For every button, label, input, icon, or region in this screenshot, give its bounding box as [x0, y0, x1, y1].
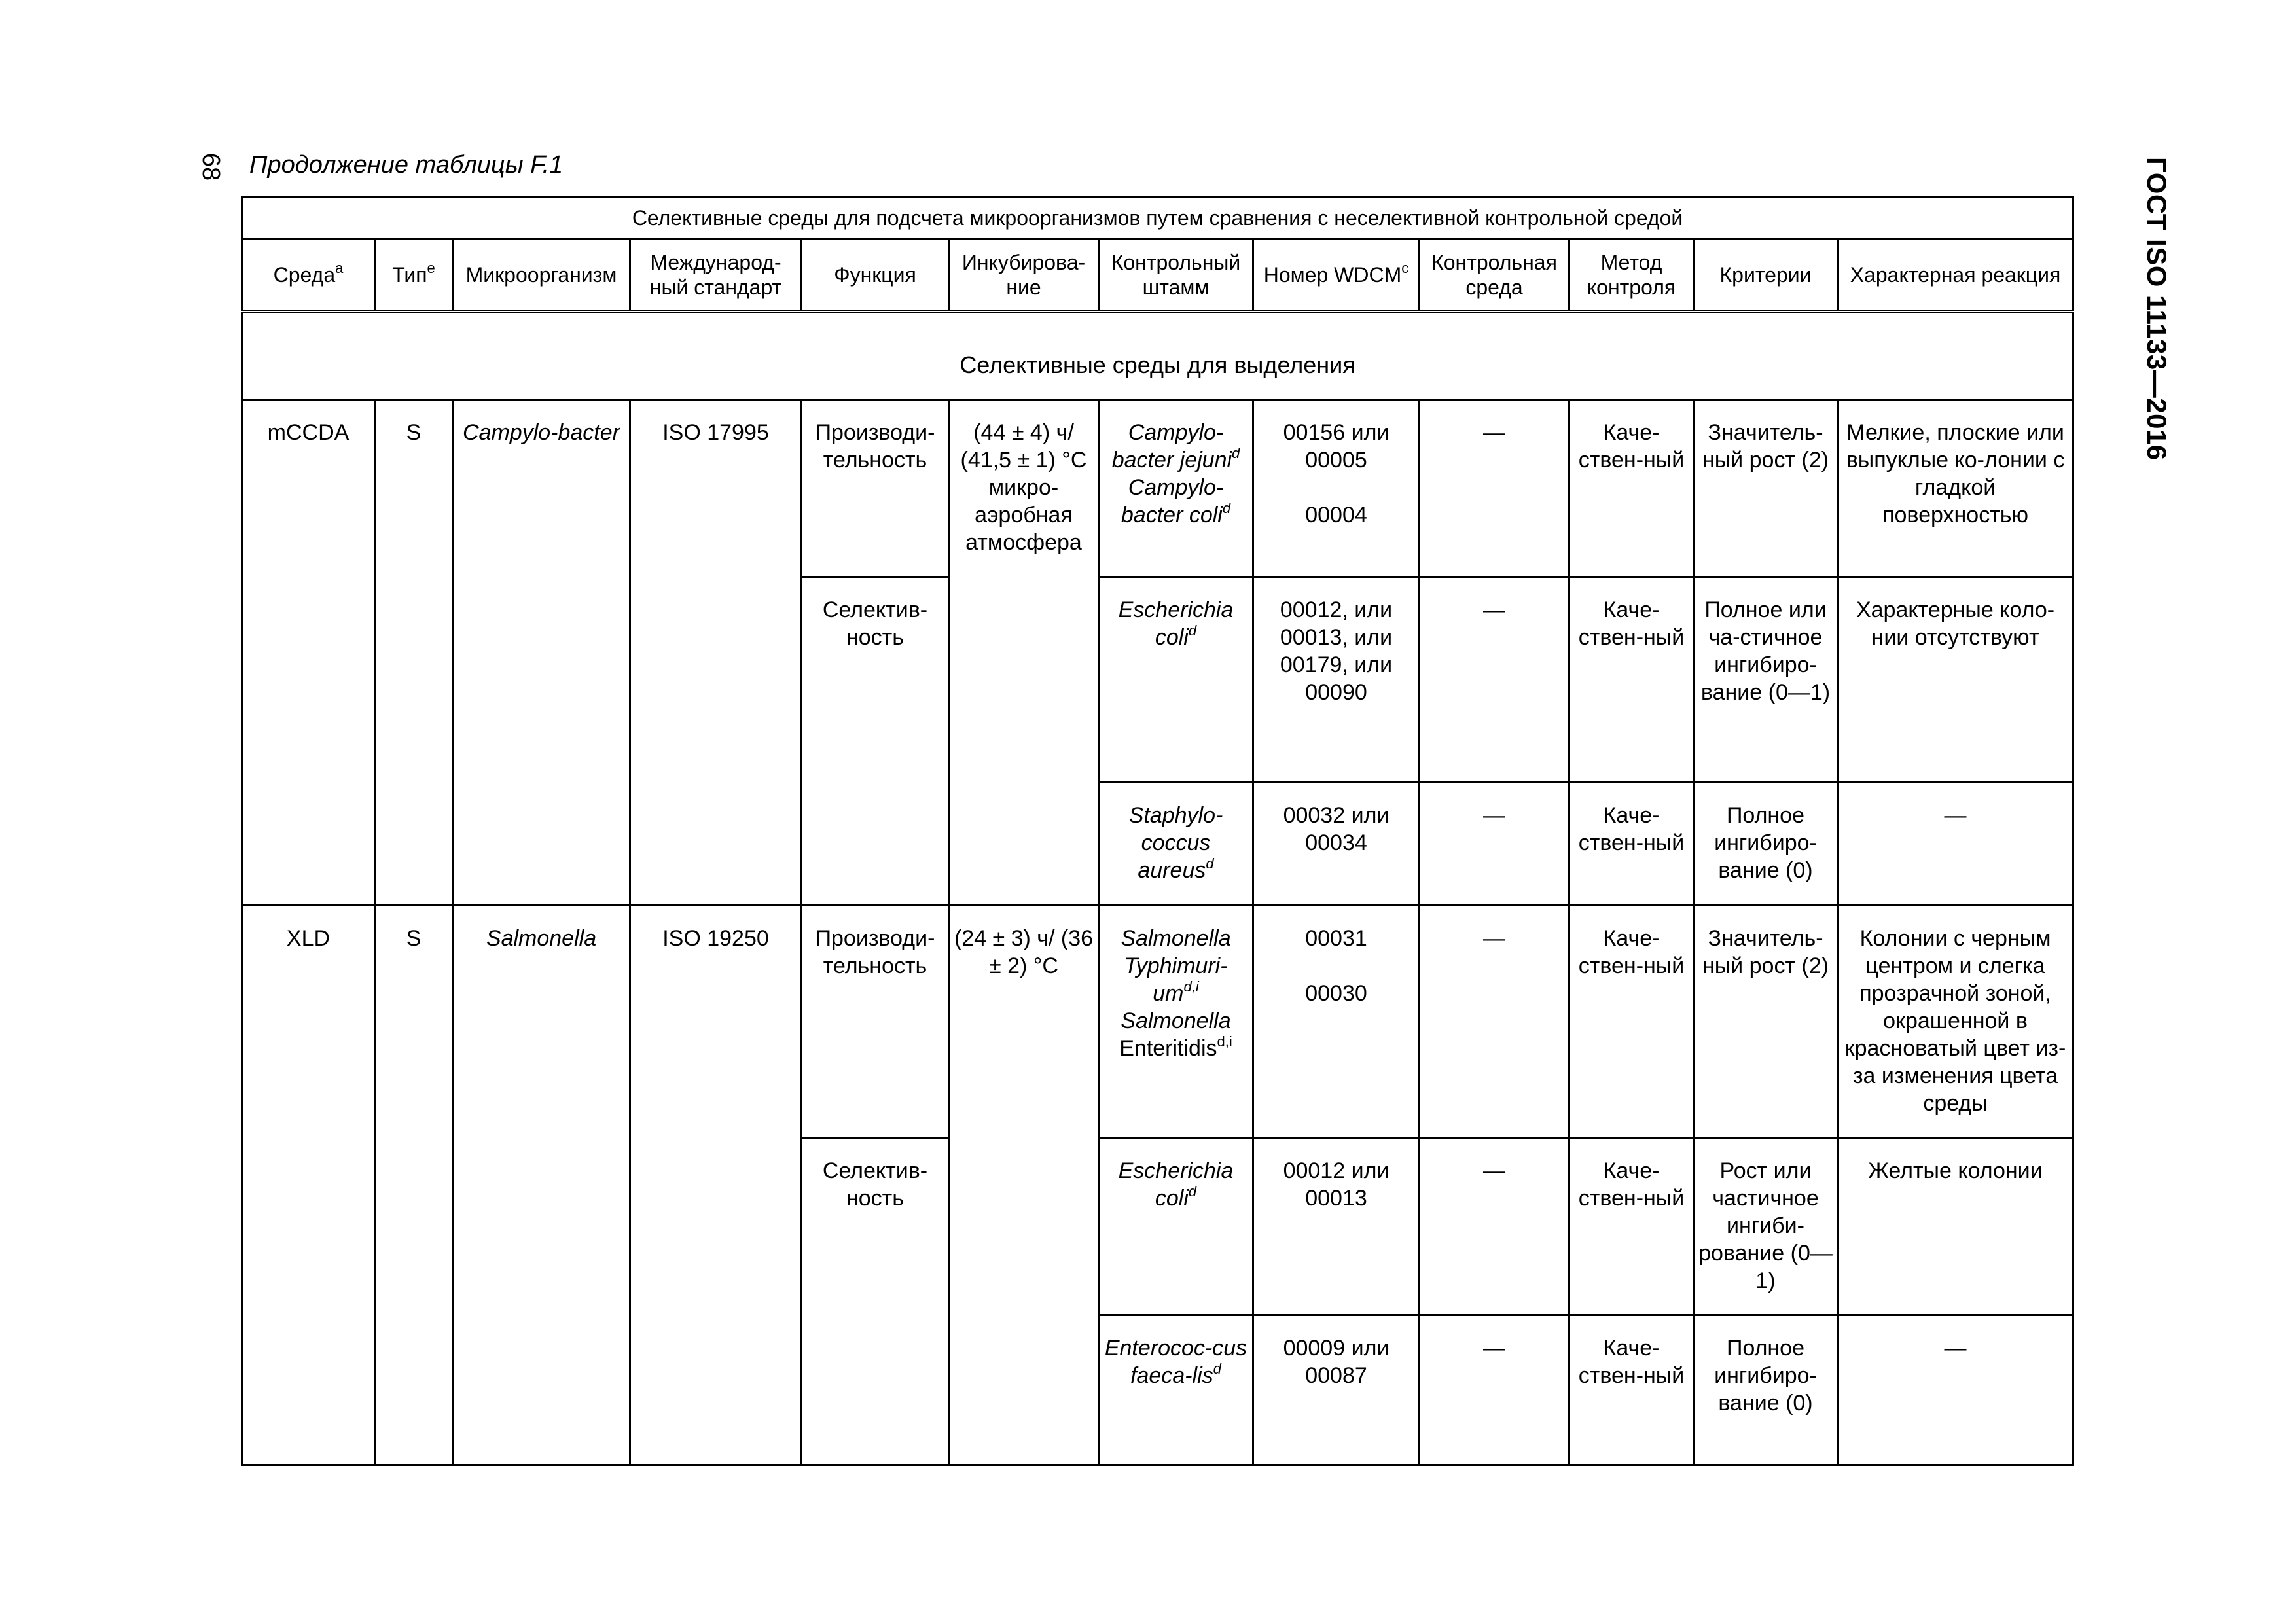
table-continuation-caption: Продолжение таблицы F.1: [249, 151, 564, 179]
cell-reaction: Желтые колонии: [1838, 1138, 2073, 1315]
cell-method: Каче-ствен-ный: [1570, 577, 1694, 783]
cell-method: Каче-ствен-ный: [1570, 1138, 1694, 1315]
cell-control-medium: —: [1420, 1315, 1570, 1465]
cell-wdcm: 00012 или 00013: [1253, 1138, 1420, 1315]
header-type: Тип$^e$: [375, 240, 453, 312]
cell-function: Селектив-ность: [802, 577, 949, 906]
cell-reaction: —: [1838, 1315, 2073, 1465]
cell-control-medium: —: [1420, 906, 1570, 1138]
cell-control-medium: —: [1420, 783, 1570, 906]
cell-criteria: Полное ингибиро-вание (0): [1694, 783, 1838, 906]
cell-criteria: Значитель-ный рост (2): [1694, 400, 1838, 577]
cell-wdcm: 00009 или 00087: [1253, 1315, 1420, 1465]
section-heading: Селективные среды для выделения: [242, 312, 2073, 400]
cell-wdcm: 00156 или 00005 00004: [1253, 400, 1420, 577]
cell-reaction: Колонии с черным центром и слегка прозрачной зоной, окрашенной в красноватый цвет из-за изменения цвета среды: [1838, 906, 2073, 1138]
cell-standard: ISO 19250: [630, 906, 802, 1465]
cell-strain: Salmonella Typhimuri-um$^{d,i}$ Salmonella Enteritidis$^{d,i}$: [1099, 906, 1253, 1138]
cell-method: Каче-ствен-ный: [1570, 400, 1694, 577]
cell-type: S: [375, 400, 453, 906]
cell-criteria: Значитель-ный рост (2): [1694, 906, 1838, 1138]
cell-function: Производи-тельность: [802, 400, 949, 577]
cell-criteria: Полное или ча-стичное ингибиро-вание (0—1): [1694, 577, 1838, 783]
cell-organism: Salmonella: [453, 906, 630, 1465]
header-criteria: Критерии: [1694, 240, 1838, 312]
header-organism: Микроорганизм: [453, 240, 630, 312]
header-function: Функция: [802, 240, 949, 312]
cell-strain: Campylo-bacter jejuni$^d$ Campylo-bacter coli$^d$: [1099, 400, 1253, 577]
header-wdcm: Номер WDCM$^c$: [1253, 240, 1420, 312]
cell-method: Каче-ствен-ный: [1570, 906, 1694, 1138]
cell-reaction: —: [1838, 783, 2073, 906]
cell-function: Селектив-ность: [802, 1138, 949, 1465]
header-method: Метод контроля: [1570, 240, 1694, 312]
cell-strain: Enterococ-cus faeca-lis$^d$: [1099, 1315, 1253, 1465]
cell-type: S: [375, 906, 453, 1465]
header-control-medium: Контрольная среда: [1420, 240, 1570, 312]
cell-control-medium: —: [1420, 1138, 1570, 1315]
cell-wdcm: 00032 или 00034: [1253, 783, 1420, 906]
selective-media-table: [241, 196, 2074, 1466]
header-strain: Контрольный штамм: [1099, 240, 1253, 312]
cell-strain: Staphylo-coccus aureus$^d$: [1099, 783, 1253, 906]
cell-criteria: Рост или частичное ингиби-рование (0—1): [1694, 1138, 1838, 1315]
table-title: Селективные среды для подсчета микроорганизмов путем сравнения с неселективной контрольной средой: [242, 197, 2073, 240]
cell-wdcm: 00031 00030: [1253, 906, 1420, 1138]
cell-function: Производи-тельность: [802, 906, 949, 1138]
cell-reaction: Мелкие, плоские или выпуклые ко-лонии с гладкой поверхностью: [1838, 400, 2073, 577]
cell-control-medium: —: [1420, 400, 1570, 577]
cell-strain: Escherichia coli$^d$: [1099, 577, 1253, 783]
cell-incubation: (24 ± 3) ч/ (36 ± 2) °C: [949, 906, 1099, 1465]
cell-criteria: Полное ингибиро-вание (0): [1694, 1315, 1838, 1465]
cell-reaction: Характерные коло-нии отсутствуют: [1838, 577, 2073, 783]
standard-identifier: ГОСТ ISO 11133—2016: [2142, 157, 2172, 461]
cell-organism: Campylo-bacter: [453, 400, 630, 906]
cell-method: Каче-ствен-ный: [1570, 1315, 1694, 1465]
table-row: [242, 400, 2073, 577]
page-number: 68: [197, 152, 224, 181]
cell-control-medium: —: [1420, 577, 1570, 783]
header-incubation: Инкубирова-ние: [949, 240, 1099, 312]
table-row: [242, 906, 2073, 1138]
cell-wdcm: 00012, или 00013, или 00179, или 00090: [1253, 577, 1420, 783]
header-reaction: Характерная реакция: [1838, 240, 2073, 312]
cell-medium: XLD: [242, 906, 375, 1465]
cell-standard: ISO 17995: [630, 400, 802, 906]
cell-incubation: (44 ± 4) ч/ (41,5 ± 1) °C микро-аэробная атмосфера: [949, 400, 1099, 906]
header-standard: Международ-ный стандарт: [630, 240, 802, 312]
cell-strain: Escherichia coli$^d$: [1099, 1138, 1253, 1315]
cell-medium: mCCDA: [242, 400, 375, 906]
header-medium: Среда$^a$: [242, 240, 375, 312]
cell-method: Каче-ствен-ный: [1570, 783, 1694, 906]
